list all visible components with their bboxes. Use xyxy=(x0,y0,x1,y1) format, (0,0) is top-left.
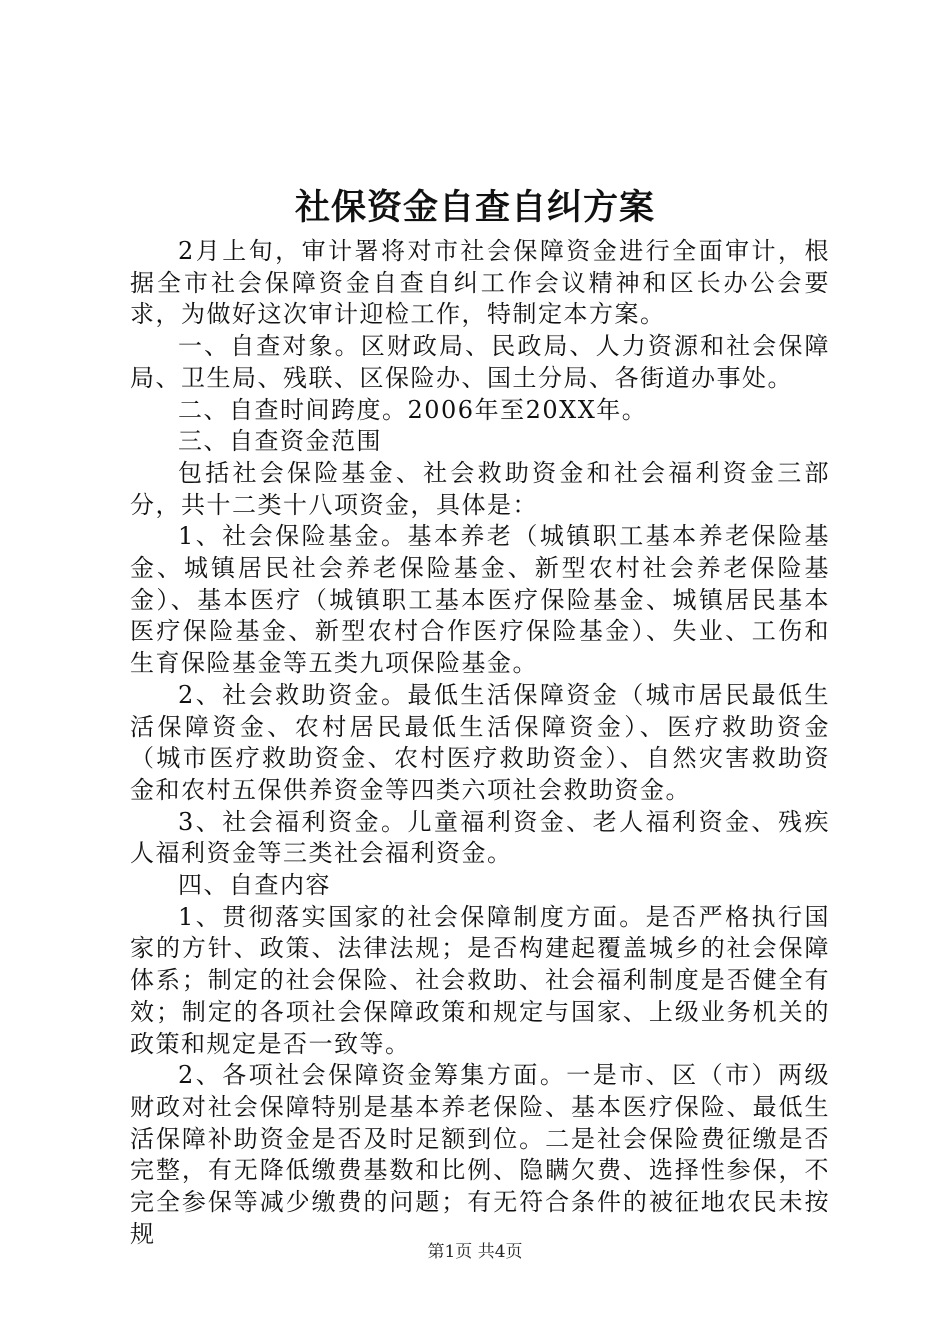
document-title: 社保资金自查自纠方案 xyxy=(294,187,655,228)
paragraph-section-3-heading: 三、自查资金范围 xyxy=(178,427,382,456)
paragraph-content-1: 1、贯彻落实国家的社会保障制度方面。是否严格执行国家的方针、政策、法律法规；是否构建起覆盖城乡的社会保障体系；制定的社会保险、社会救助、社会福利制度是否健全有效；制定的各项社会保障政策和规定与国家、上级业务机关的政策和规定是否一致等。 xyxy=(130,902,830,1058)
paragraph-section-4-heading: 四、自查内容 xyxy=(178,871,331,900)
paragraph-content-2: 2、各项社会保障资金筹集方面。一是市、区（市）两级财政对社会保障特别是基本养老保险、基本医疗保险、最低生活保障补助资金是否及时足额到位。二是社会保险费征缴是否完整，有无降低缴费基数和比例、隐瞒欠费、选择性参保，不完全参保等减少缴费的问题；有无符合条件的被征地农民未按规 xyxy=(130,1061,830,1248)
paragraph-item-3: 3、社会福利资金。儿童福利资金、老人福利资金、残疾人福利资金等三类社会福利资金。 xyxy=(130,807,830,868)
paragraph-item-2: 2、社会救助资金。最低生活保障资金（城市居民最低生活保障资金、农村居民最低生活保障资金）、医疗救助资金（城市医疗救助资金、农村医疗救助资金）、自然灾害救助资金和农村五保供养资金等四类六项社会救助资金。 xyxy=(130,680,830,804)
paragraph-section-2: 二、自查时间跨度。2006年至20XX年。 xyxy=(178,395,648,424)
paragraph-intro: 2月上旬，审计署将对市社会保障资金进行全面审计，根据全市社会保障资金自查自纠工作会议精神和区长办公会要求，为做好这次审计迎检工作，特制定本方案。 xyxy=(130,237,830,329)
paragraph-scope: 包括社会保险基金、社会救助资金和社会福利资金三部分，共十二类十八项资金，具体是： xyxy=(130,458,830,519)
document-body xyxy=(130,236,830,1251)
paragraph-item-1: 1、社会保险基金。基本养老（城镇职工基本养老保险基金、城镇居民社会养老保险基金、新型农村社会养老保险基金）、基本医疗（城镇职工基本医疗保险基金、城镇居民基本医疗保险基金、新型农村合作医疗保险基金）、失业、工伤和生育保险基金等五类九项保险基金。 xyxy=(130,522,830,678)
page-number-footer: 第1页 共4页 xyxy=(427,1242,523,1262)
paragraph-section-1: 一、自查对象。区财政局、民政局、人力资源和社会保障局、卫生局、残联、区保险办、国土分局、各街道办事处。 xyxy=(130,332,830,392)
